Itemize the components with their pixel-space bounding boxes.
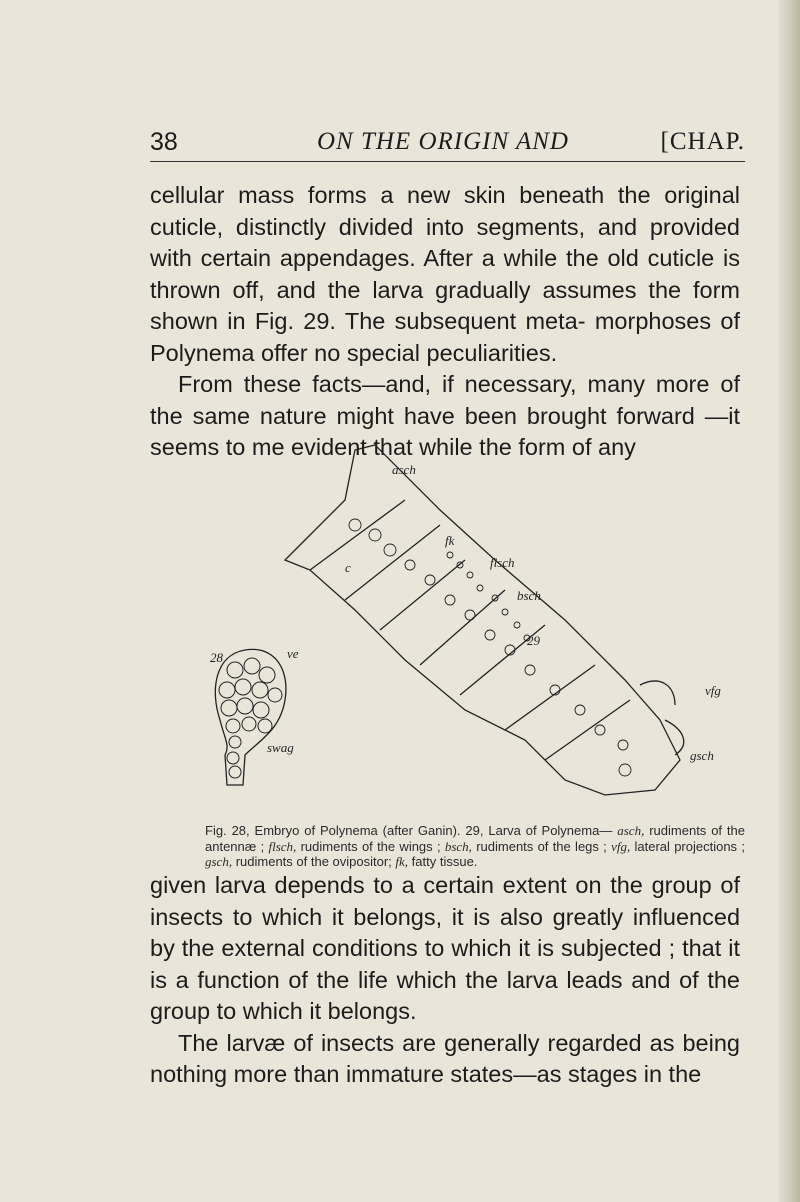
- caption-term: asch,: [617, 823, 645, 838]
- text-line: subjected ; that it is a function of the life which the: [150, 935, 740, 993]
- text-line: The larvæ of insects are generally regarded as being: [178, 1029, 740, 1056]
- label-flsch: flsch: [490, 555, 515, 570]
- page-edge-shadow: [778, 0, 800, 1202]
- embryo-drawing: [215, 649, 286, 785]
- caption-term: flsch,: [268, 838, 297, 854]
- text-line: the form shown in Fig. 29. The subsequent meta-: [150, 276, 741, 334]
- caption-desc: lateral projections ;: [630, 838, 745, 854]
- text-line: larva leads and of the group to which it belongs.: [150, 966, 741, 1024]
- caption-desc: rudiments of the legs ;: [471, 838, 607, 854]
- paragraph: [150, 870, 740, 1028]
- caption-desc: rudiments of the ovipositor;: [232, 854, 392, 869]
- text-line: cuticle is thrown off, and the larva gradually assumes: [150, 245, 741, 303]
- caption-desc: fatty tissue.: [408, 854, 478, 869]
- caption-desc: rudiments of the antennæ ;: [205, 823, 745, 854]
- paragraph: [150, 1028, 740, 1091]
- running-header: [150, 128, 745, 158]
- figure-caption: [205, 823, 745, 870]
- text-line: cuticle, distinctly divided into segments, and provided: [150, 213, 740, 240]
- caption-term: gsch,: [205, 854, 233, 869]
- page-number: 38: [150, 128, 178, 156]
- text-line: influenced by the external conditions to which it is: [150, 903, 741, 961]
- label-gsch: gsch: [690, 748, 714, 763]
- text-line: morphoses of Polynema offer no special peculiarities.: [150, 308, 740, 366]
- body-text-top: [150, 180, 740, 464]
- caption-desc: rudiments of the wings ;: [296, 838, 441, 854]
- caption-term: bsch,: [444, 838, 472, 854]
- text-line: of insects to which it belongs, it is also greatly: [150, 872, 740, 930]
- paragraph: [150, 180, 740, 369]
- body-text-bottom: [150, 870, 740, 1091]
- text-line: —it seems to me evident that while the form of any: [150, 402, 741, 460]
- label-fk: fk: [445, 533, 455, 548]
- header-rule: [150, 161, 745, 162]
- label-swag: swag: [267, 740, 294, 755]
- label-asch: asch: [392, 462, 416, 477]
- label-c: c: [345, 560, 351, 575]
- figure-28-29-polynema: [205, 440, 750, 810]
- text-line: nothing more than immature states—as stages in the: [150, 1061, 702, 1087]
- label-vfg: vfg: [705, 683, 721, 698]
- label-fig29: 29: [527, 633, 540, 648]
- larva-drawing: [285, 445, 684, 795]
- chapter-marker: [CHAP.: [660, 128, 745, 155]
- text-line: From these facts—and, if necessary, many more of: [178, 371, 740, 397]
- label-fig28: 28: [210, 650, 223, 665]
- label-bsch: bsch: [517, 588, 541, 603]
- running-title: ON THE ORIGIN AND: [317, 128, 569, 155]
- caption-lead: Fig. 28, Embryo of Polynema (after Ganin). 29, Larva of Polynema—: [205, 823, 613, 838]
- text-line: the same nature might have been brought forward: [150, 402, 695, 429]
- caption-term: vfg,: [611, 838, 631, 854]
- text-line: cellular mass forms a new skin beneath the original: [150, 182, 740, 208]
- label-ve: ve: [287, 646, 299, 661]
- caption-term: fk,: [395, 854, 409, 869]
- text-line: with certain appendages. After a while the old: [150, 245, 639, 271]
- text-line: given larva depends to a certain extent on the group: [150, 872, 712, 898]
